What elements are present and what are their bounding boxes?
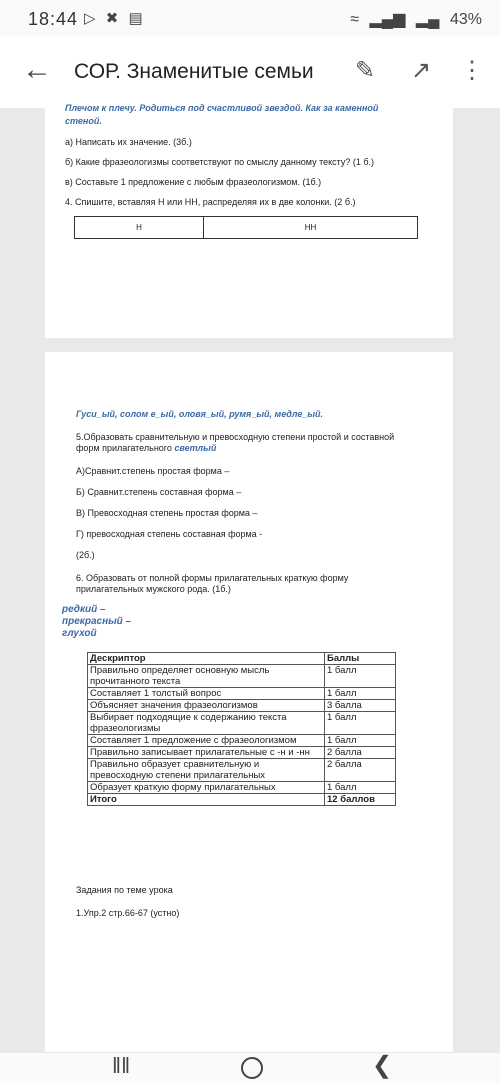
task-a: а) Написать их значение. (3б.) <box>65 137 192 147</box>
task-6-line-2: прилагательных мужского рода. (1б.) <box>76 584 231 594</box>
points-cell: 1 балл <box>325 688 396 700</box>
status-left-icons <box>84 9 149 27</box>
item-b: Б) Сравнит.степень составная форма – <box>76 487 242 497</box>
table-row <box>88 735 396 747</box>
close-circle-icon: ✖ <box>105 10 119 27</box>
descriptor-cell: Объясняет значения фразеологизмов <box>88 700 325 712</box>
points-cell: 2 балла <box>325 747 396 759</box>
idioms-text-2: стеной. <box>65 116 102 126</box>
status-right-icons <box>344 9 482 29</box>
nn-column-header: НН <box>204 217 418 239</box>
task-c: в) Составьте 1 предложение с любым фразеологизмом. (1б.) <box>65 177 322 187</box>
exercise: 1.Упр.2 стр.66-67 (устно) <box>76 908 180 918</box>
descriptor-header: Дескриптор <box>88 653 325 665</box>
points-cell: 3 балла <box>325 700 396 712</box>
signal-icon: ▂▄▆ <box>369 11 406 28</box>
image-icon: ▤ <box>128 10 143 27</box>
descriptor-cell: Правильно записывает прилагательные с -н и -нн <box>88 747 325 759</box>
table-row <box>88 782 396 794</box>
table-row <box>88 700 396 712</box>
task-b: б) Какие фразеологизмы соответствуют по смыслу данному тексту? (1 б.) <box>65 157 375 167</box>
points-cell: 1 балл <box>325 665 396 688</box>
descriptor-cell: Образует краткую форму прилагательных <box>88 782 325 794</box>
item-g: Г) превосходная степень составная форма - <box>76 529 263 539</box>
battery-text: 43% <box>449 11 482 28</box>
descriptor-cell: Выбирает подходящие к содержанию текста фразеологизмы <box>88 712 325 735</box>
table-row <box>88 747 396 759</box>
points-2: (2б.) <box>76 550 95 560</box>
task-5-word: светлый <box>174 443 217 453</box>
item-a: А)Сравнит.степень простая форма – <box>76 466 230 476</box>
points-header: Баллы <box>325 653 396 665</box>
n-column-header: Н <box>75 217 204 239</box>
n-nn-table <box>74 216 418 239</box>
wifi-icon: ≈ <box>350 11 360 28</box>
open-external-icon[interactable]: ↗ <box>410 57 432 84</box>
points-cell: 2 балла <box>325 759 396 782</box>
more-vert-icon[interactable]: ⋮ <box>460 57 484 84</box>
signal-icon: ▂▄ <box>415 11 440 28</box>
page-title: СОР. Знаменитые семьи <box>74 60 314 83</box>
back-arrow-icon[interactable]: ← <box>22 53 52 86</box>
play-icon: ▷ <box>84 10 96 27</box>
adjective-words: Гуси_ый, солом е_ый, оловя_ый, румя_ый, медле_ый. <box>76 409 324 419</box>
recent-apps-icon[interactable]: ‖‖ <box>112 1053 131 1078</box>
task-6-line-1: 6. Образовать от полной формы прилагательных краткую форму <box>76 573 349 583</box>
app-bar <box>0 36 500 108</box>
table-row <box>88 688 396 700</box>
total-row <box>88 794 396 806</box>
points-cell: 1 балл <box>325 735 396 747</box>
idioms-text: Плечом к плечу. Родиться под счастливой звездой. Как за каменной <box>65 103 379 113</box>
descriptor-cell: Составляет 1 предложение с фразеологизмом <box>88 735 325 747</box>
adjective-1: редкий – <box>62 604 106 615</box>
back-icon[interactable]: ❮ <box>372 1052 393 1079</box>
pencil-icon[interactable]: ✎ <box>354 57 376 84</box>
lesson-tasks: Задания по теме урока <box>76 885 173 895</box>
descriptor-cell: Составляет 1 толстый вопрос <box>88 688 325 700</box>
points-cell: 1 балл <box>325 782 396 794</box>
table-row <box>88 759 396 782</box>
nav-bar <box>0 1053 500 1083</box>
status-bar <box>0 0 500 36</box>
total-value: 12 баллов <box>325 794 396 806</box>
descriptor-table <box>87 652 396 806</box>
item-v: В) Превосходная степень простая форма – <box>76 508 258 518</box>
table-row <box>88 665 396 688</box>
task-5-line-2 <box>76 443 216 453</box>
task-4: 4. Спишите, вставляя Н или НН, распределяя их в две колонки. (2 б.) <box>65 197 356 207</box>
descriptor-cell: Правильно образует сравнительную и превосходную степени прилагательных <box>88 759 325 782</box>
status-time: 18:44 <box>28 9 79 29</box>
home-icon[interactable] <box>241 1057 263 1079</box>
adjective-2: прекрасный – <box>62 616 132 627</box>
total-label: Итого <box>88 794 325 806</box>
descriptor-cell: Правильно определяет основную мысль прочитанного текста <box>88 665 325 688</box>
adjective-3: глухой <box>62 628 97 639</box>
task-5-text: форм прилагательного <box>76 443 172 453</box>
task-5-line-1: 5.Образовать сравнительную и превосходную степени простой и составной <box>76 432 395 442</box>
table-row <box>88 712 396 735</box>
points-cell: 1 балл <box>325 712 396 735</box>
